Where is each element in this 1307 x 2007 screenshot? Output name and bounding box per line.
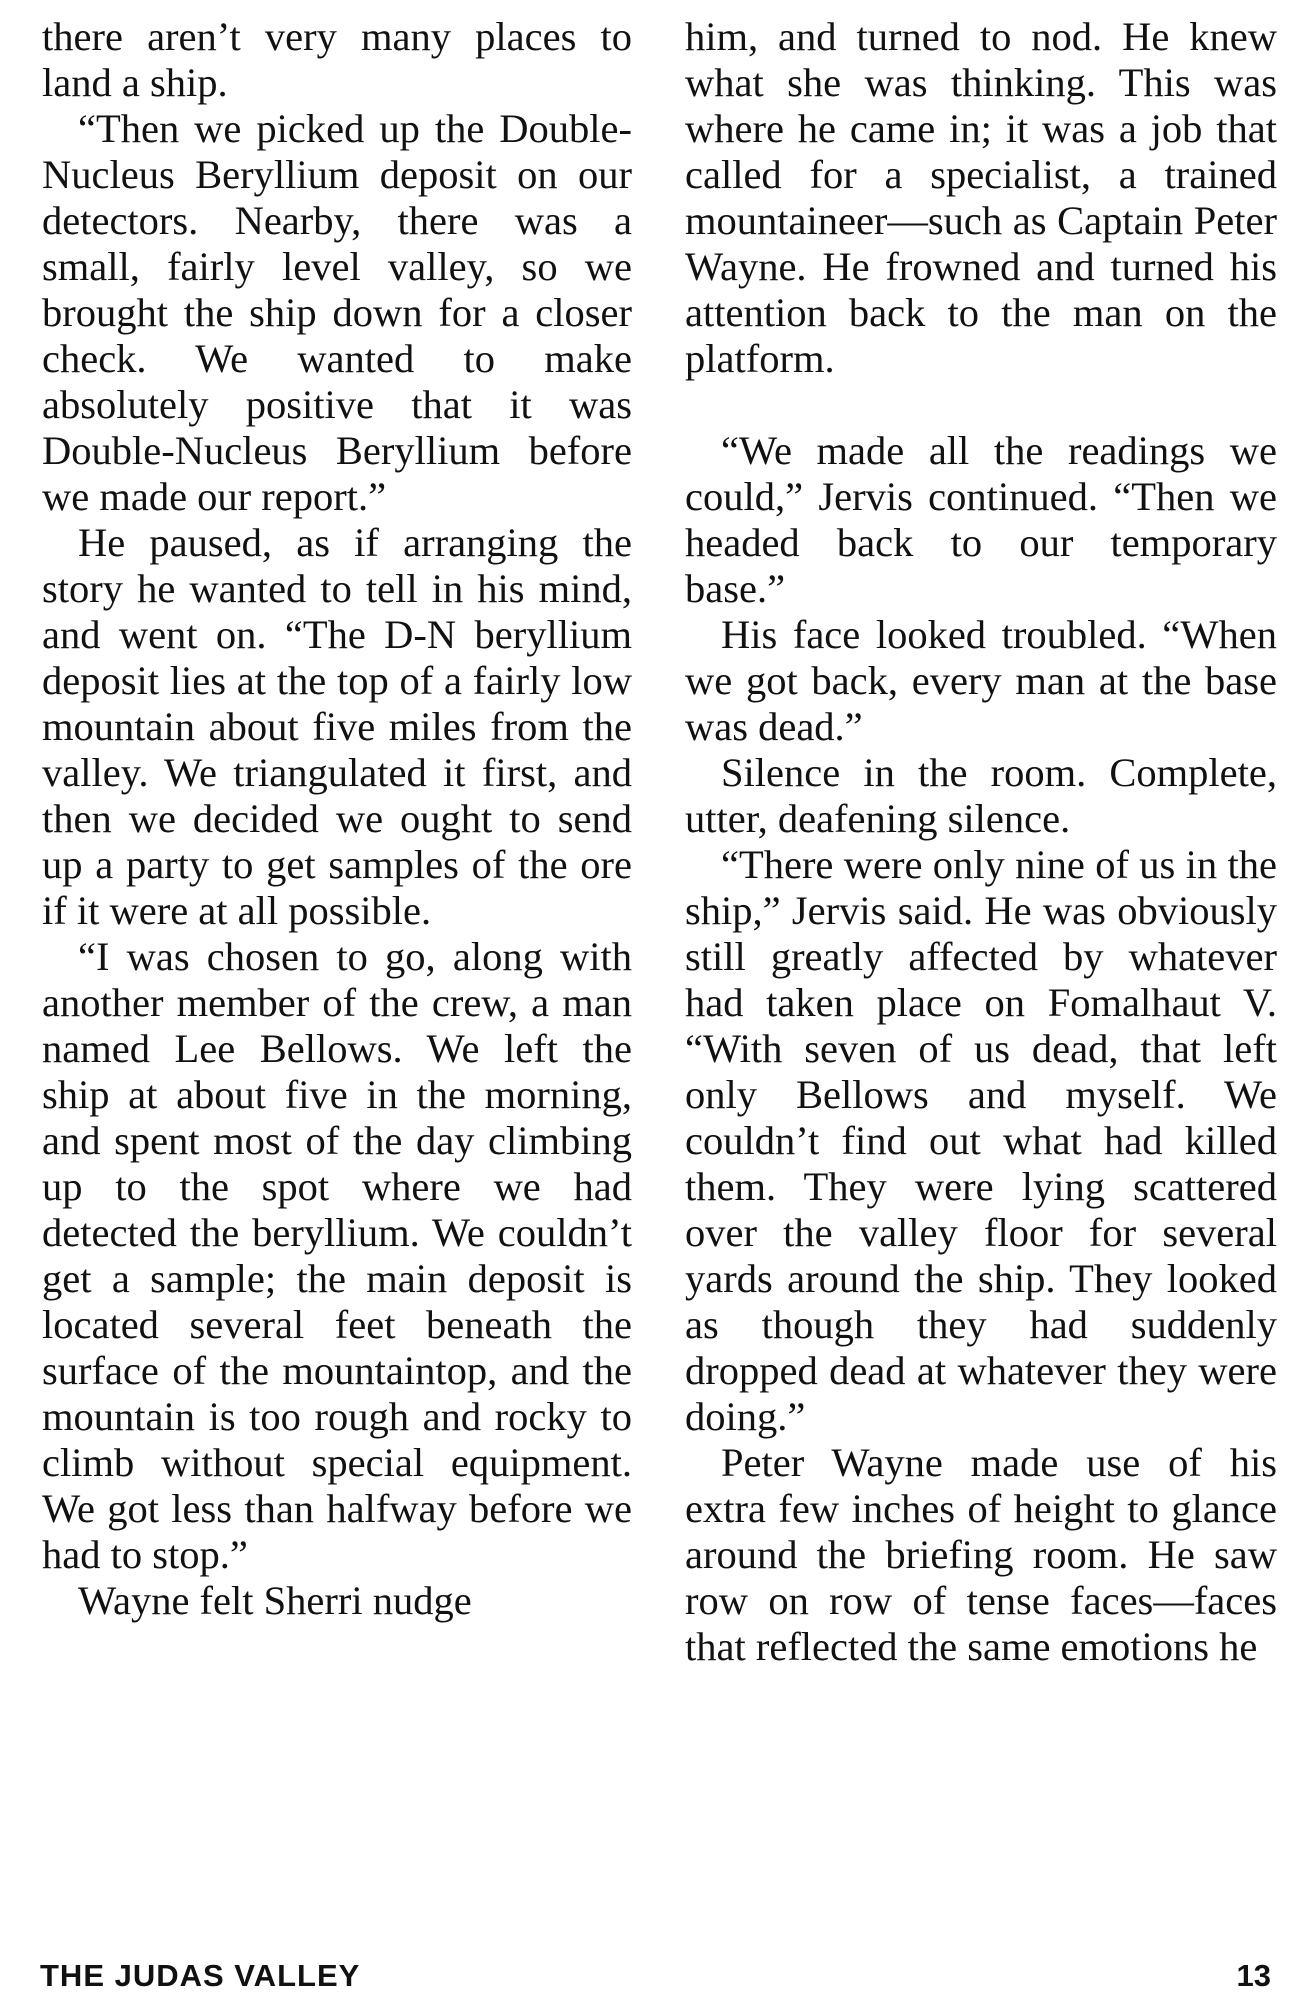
paragraph: him, and turned to nod. He knew what she was thinking. This was where he came in; it was a job that called for a specialist, a trained mountaineer—such as Captain Peter Wayne. He frowned and turned his attention back to the man on the platform.	[685, 14, 1277, 381]
running-title: THE JUDAS VALLEY	[40, 1958, 361, 1993]
paragraph: there aren’t very many places to land a ship.	[42, 14, 632, 105]
paragraph: His face looked troubled. “When we got back, every man at the base was dead.”	[685, 612, 1277, 749]
paragraph: Wayne felt Sherri nudge	[78, 1578, 472, 1623]
right-column	[685, 14, 1277, 1670]
paragraph: “We made all the readings we could,” Jervis continued. “Then we headed back to our temporary base.”	[685, 428, 1277, 611]
paragraph: Silence in the room. Complete, utter, deafening silence.	[685, 750, 1277, 841]
page-number: 13	[1236, 1958, 1271, 1993]
paragraph: “Then we picked up the Double-Nucleus Beryllium deposit on our detectors. Nearby, there was a small, fairly level valley, so we brought the ship down for a closer check. We wanted to make absolutely positive that it was Double-Nucleus Beryllium before we made our report.”	[42, 106, 632, 519]
paragraph: “I was chosen to go, along with another member of the crew, a man named Lee Bellows. We left the ship at about five in the morning, and spent most of the day climbing up to the spot where we had detected the beryllium. We couldn’t get a sample; the main deposit is located several feet beneath the surface of the mountaintop, and the mountain is too rough and rocky to climb without special equipment. We got less than halfway before we had to stop.”	[42, 934, 632, 1577]
paragraph: He paused, as if arranging the story he wanted to tell in his mind, and went on. “The D-N beryllium deposit lies at the top of a fairly low mountain about five miles from the valley. We triangulated it first, and then we decided we ought to send up a party to get samples of the ore if it were at all possible.	[42, 520, 632, 933]
paragraph: “There were only nine of us in the ship,” Jervis said. He was obviously still greatly affected by whatever had taken place on Fomalhaut V. “With seven of us dead, that left only Bellows and myself. We couldn’t find out what had killed them. They were lying scattered over the valley floor for several yards around the ship. They looked as though they had suddenly dropped dead at whatever they were doing.”	[685, 842, 1277, 1439]
page-footer	[40, 1956, 1271, 1996]
left-column	[42, 14, 632, 1624]
paragraph: Peter Wayne made use of his extra few inches of height to glance around the briefing room. He saw row on row of tense faces—faces that reflected the same emotions he	[685, 1440, 1277, 1669]
